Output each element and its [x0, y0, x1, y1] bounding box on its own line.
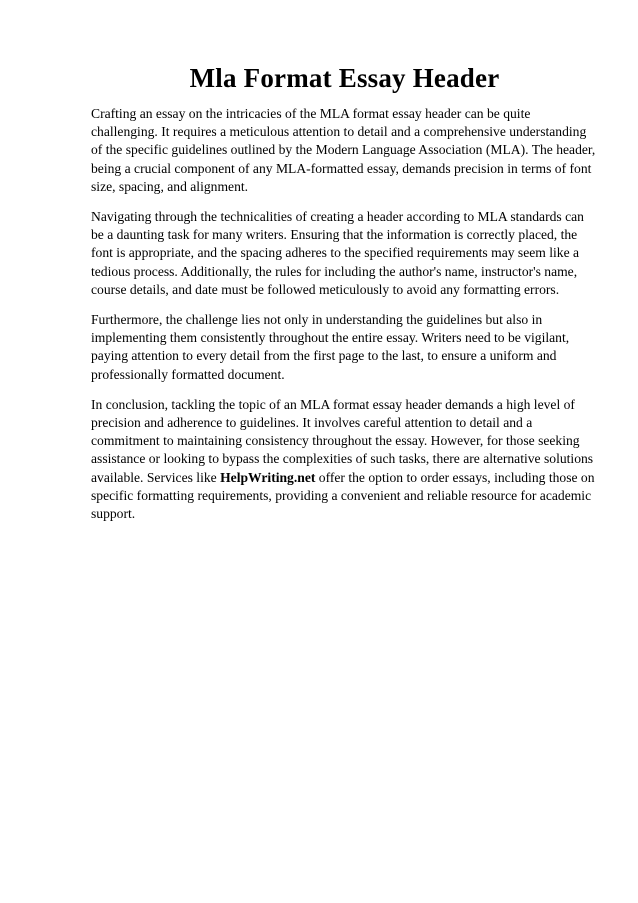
paragraph-4-text-before: In conclusion, tackling the topic of an MLA format essay header demands a high level of precision and adherence to guidelines. It involves careful attention to detail and a commitment to maintaining consistency throughout the essay. However, for those seeking assistance or looking to bypass the complexities of such tasks, there are alternative solutions available. Services like: [91, 396, 594, 485]
paragraph-2: Navigating through the technicalities of creating a header according to MLA standards can be a daunting task for many writers. Ensuring that the information is correctly placed, the font is appropriate, and the spacing adheres to the specified requirements may seem like a tedious process. Additionally, the rules for including the author's name, instructor's name, course details, and date must be followed meticulously to avoid any formatting errors.: [91, 209, 584, 297]
helpwriting-link[interactable]: HelpWriting.net: [220, 469, 316, 485]
paragraph-1: Crafting an essay on the intricacies of the MLA format essay header can be quite challenging. It requires a meticulous attention to detail and a comprehensive understanding of the specific guidelines outlined by the Modern Language Association (MLA). The header, being a crucial component of any MLA-formatted essay, demands precision in terms of font size, spacing, and alignment.: [91, 106, 596, 194]
paragraph-3: Furthermore, the challenge lies not only in understanding the guidelines but also in implementing them consistently throughout the entire essay. Writers need to be vigilant, paying attention to every detail from the first page to the last, to ensure a uniform and professionally formatted document.: [91, 312, 570, 382]
paragraph-4: [91, 396, 598, 523]
document-title: Mla Format Essay Header: [189, 63, 500, 93]
paragraph-4-text-after: offer the option to order essays, including those on specific formatting requirements, providing a convenient and reliable resource for academic support.: [91, 469, 595, 522]
